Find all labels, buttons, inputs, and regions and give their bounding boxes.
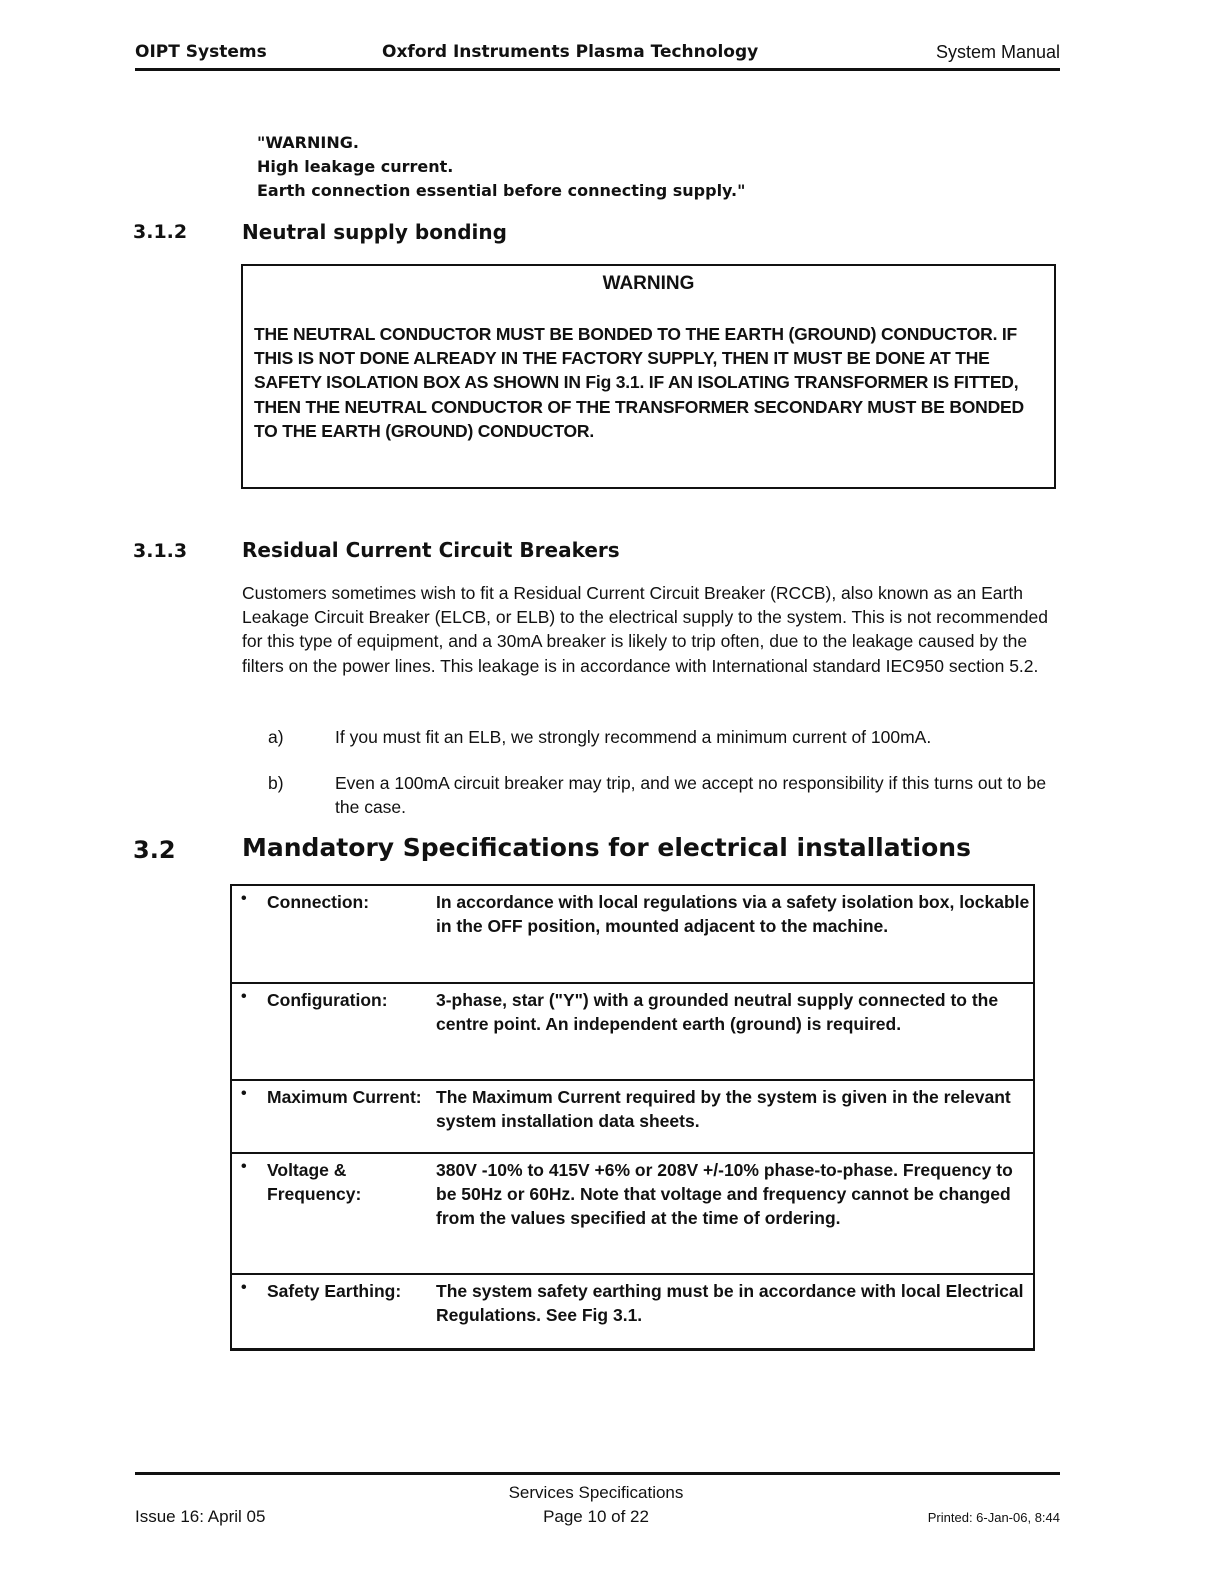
spec-key: Maximum Current:	[267, 1087, 422, 1107]
bullet-icon: •	[241, 890, 247, 907]
list-item-text: If you must fit an ELB, we strongly recommend a minimum current of 100mA.	[335, 727, 932, 747]
spec-row-configuration	[232, 984, 1033, 1081]
section-title-rccb: Residual Current Circuit Breakers	[242, 538, 620, 562]
rccb-paragraph: Customers sometimes wish to fit a Residual Current Circuit Breaker (RCCB), also known as an Earth Leakage Circuit Breaker (ELCB, or ELB) to the electrical supply to the system. This is not recommended for this type of equipment, and a 30mA breaker is likely to trip often, due to the leakage caused by the filters on the power lines. This leakage is in accordance with International standard IEC950 section 5.2.	[242, 583, 1049, 676]
spec-value: The system safety earthing must be in accordance with local Electrical Regulations. See Fig 3.1.	[436, 1281, 1024, 1325]
warning-box	[241, 264, 1056, 489]
section-title-neutral-supply-bonding: Neutral supply bonding	[242, 220, 507, 244]
spec-key: Safety Earthing:	[267, 1281, 402, 1301]
bullet-icon: •	[241, 1158, 247, 1175]
quoted-warning-line3: Earth connection essential before connecting supply."	[257, 181, 746, 200]
bullet-icon: •	[241, 1085, 247, 1102]
section-number-3-2: 3.2	[133, 836, 176, 864]
spec-row-maximum-current	[232, 1081, 1033, 1154]
page-header	[135, 40, 1060, 71]
page-footer	[135, 1472, 1060, 1526]
section-number-3-1-2: 3.1.2	[133, 221, 188, 243]
spec-value: 380V -10% to 415V +6% or 208V +/-10% phase-to-phase. Frequency to be 50Hz or 60Hz. Note that voltage and frequency cannot be changed from the values specified at the time of ordering.	[436, 1160, 1013, 1228]
section-number-3-1-3: 3.1.3	[133, 540, 188, 562]
warning-box-title: WARNING	[602, 273, 695, 294]
spec-row-safety-earthing	[232, 1275, 1033, 1348]
footer-section: Services Specifications	[508, 1483, 684, 1502]
spec-value: The Maximum Current required by the system is given in the relevant system installation data sheets.	[436, 1087, 1011, 1131]
list-item-text: Even a 100mA circuit breaker may trip, and we accept no responsibility if this turns out to be the case.	[335, 773, 1047, 817]
spec-table	[230, 884, 1035, 1351]
spec-row-connection	[232, 886, 1033, 984]
footer-page-number: Page 10 of 22	[543, 1507, 649, 1526]
header-left: OIPT Systems	[135, 42, 267, 62]
warning-box-body: THE NEUTRAL CONDUCTOR MUST BE BONDED TO THE EARTH (GROUND) CONDUCTOR. IF THIS IS NOT DONE ALREADY IN THE FACTORY SUPPLY, THEN IT MUST BE DONE AT THE SAFETY ISOLATION BOX AS SHOWN IN Fig 3.1. IF AN ISOLATING TRANSFORMER IS FITTED, THEN THE NEUTRAL CONDUCTOR OF THE TRANSFORMER SECONDARY MUST BE BONDED TO THE EARTH (GROUND) CONDUCTOR.	[254, 324, 1024, 441]
header-right: System Manual	[935, 42, 1060, 62]
footer-center	[135, 1481, 1057, 1529]
quoted-warning-line2: High leakage current.	[257, 157, 454, 176]
spec-key: Voltage & Frequency:	[267, 1160, 362, 1204]
section-title-mandatory-specs: Mandatory Specifications for electrical installations	[242, 833, 971, 862]
bullet-icon: •	[241, 988, 247, 1005]
spec-key: Configuration:	[267, 990, 388, 1010]
footer-issue: Issue 16: April 05	[135, 1507, 266, 1526]
spec-value: In accordance with local regulations via a safety isolation box, lockable in the OFF position, mounted adjacent to the machine.	[436, 892, 1030, 936]
quoted-warning	[257, 131, 745, 203]
spec-value: 3-phase, star ("Y") with a grounded neutral supply connected to the centre point. An independent earth (ground) is required.	[436, 990, 999, 1034]
quoted-warning-line1: "WARNING.	[257, 133, 359, 152]
header-center: Oxford Instruments Plasma Technology	[382, 42, 759, 62]
list-item-label: a)	[268, 727, 284, 747]
spec-row-voltage-frequency	[232, 1154, 1033, 1275]
list-item-label: b)	[268, 773, 284, 793]
footer-printed: Printed: 6-Jan-06, 8:44	[927, 1510, 1060, 1525]
bullet-icon: •	[241, 1279, 247, 1296]
spec-key: Connection:	[267, 892, 370, 912]
